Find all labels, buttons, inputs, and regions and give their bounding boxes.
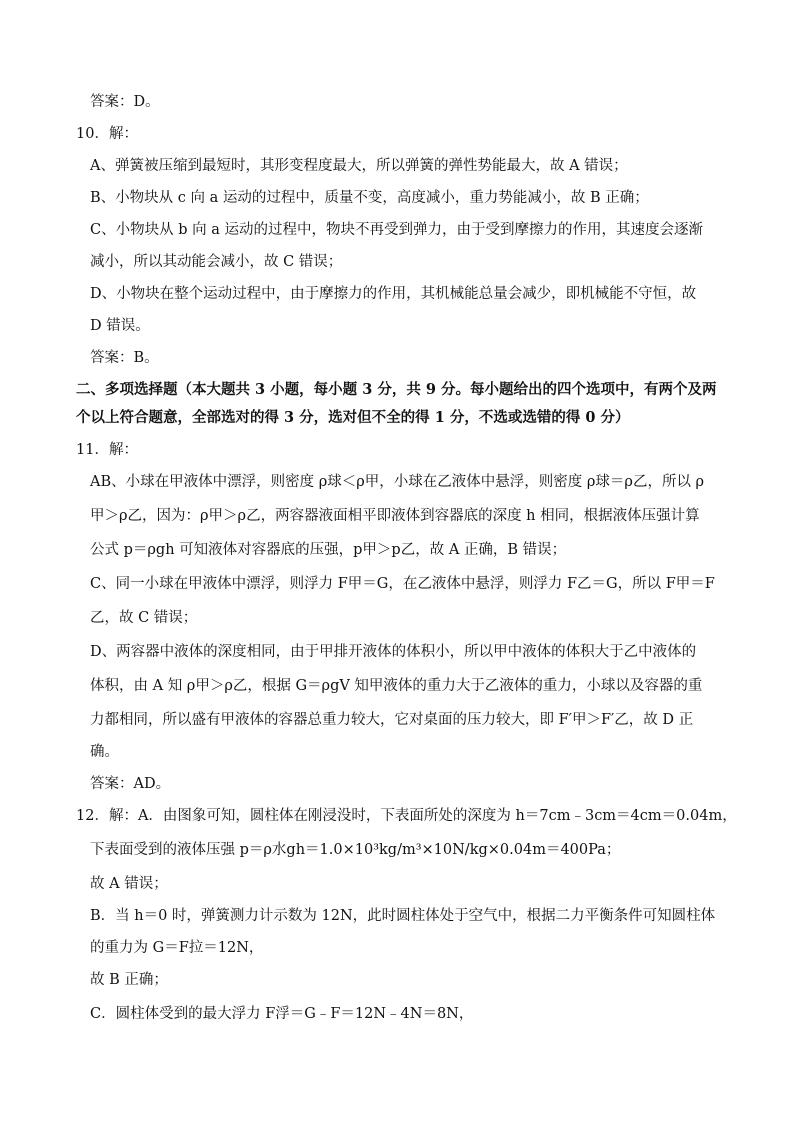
q12-line3: 故 A 错误；	[90, 876, 168, 892]
q10-answer: 答案：B。	[90, 350, 159, 366]
q10-heading: 10．解：	[76, 126, 138, 142]
q12-line2: 下表面受到的液体压强 p＝ρ水gh＝1.0×10³kg/m³×10N/kg×0.04m＝400Pa；	[90, 842, 621, 858]
q12-line5: 的重力为 G＝F拉＝12N，	[90, 940, 264, 956]
section2-heading-line2: 个以上符合题意，全部选对的得 3 分，选对但不全的得 1 分，不选或选错的得 0 分）	[76, 409, 630, 426]
q11-d-line2: 体积，由 A 知 ρ甲＞ρ乙，根据 G＝ρgV 知甲液体的重力大于乙液体的重力，小球以及容器的重	[90, 678, 703, 694]
q11-ab-line2: 甲＞ρ乙，因为：ρ甲＞ρ乙，两容器液面相平即液体到容器底的深度 h 相同，根据液体压强计算	[90, 508, 700, 524]
q10-option-b: B、小物块从 c 向 a 运动的过程中，质量不变，高度减小，重力势能减小，故 B 正确；	[90, 190, 649, 206]
q12-line6: 故 B 正确；	[90, 972, 168, 988]
q10-option-c-line2: 减小，所以其动能会减小，故 C 错误；	[90, 254, 343, 270]
q11-answer: 答案：AD。	[90, 776, 171, 792]
q10-option-d-line2: D 错误。	[90, 318, 150, 334]
q12-line1: 12．解：A．由图象可知，圆柱体在刚浸没时，下表面所处的深度为 h＝7cm﹣3cm＝4cm＝0.04m，	[76, 808, 737, 824]
q12-line4: B．当 h＝0 时，弹簧测力计示数为 12N，此时圆柱体处于空气中，根据二力平衡条件可知圆柱体	[90, 908, 716, 924]
q11-ab-line3: 公式 p＝ρgh 可知液体对容器底的压强，p甲＞p乙，故 A 正确，B 错误；	[90, 542, 567, 558]
q10-option-c-line1: C、小物块从 b 向 a 运动的过程中，物块不再受到弹力，由于受到摩擦力的作用，其速度会逐渐	[90, 222, 703, 238]
q11-c-line2: 乙，故 C 错误；	[90, 610, 198, 626]
q12-line7: C．圆柱体受到的最大浮力 F浮＝G﹣F＝12N﹣4N＝8N，	[90, 1006, 474, 1022]
q11-d-line3: 力都相同，所以盛有甲液体的容器总重力较大，它对桌面的压力较大，即 F′甲＞F′乙，故 D 正	[90, 712, 694, 728]
q11-c-line1: C、同一小球在甲液体中漂浮，则浮力 F甲＝G，在乙液体中悬浮，则浮力 F乙＝G，所以 F甲＝F	[90, 576, 715, 592]
q9-answer: 答案：D。	[90, 94, 160, 110]
q10-option-a: A、弹簧被压缩到最短时，其形变程度最大，所以弹簧的弹性势能最大，故 A 错误；	[90, 158, 628, 174]
q10-option-d-line1: D、小物块在整个运动过程中，由于摩擦力的作用，其机械能总量会减少，即机械能不守恒，故	[90, 286, 697, 302]
q11-heading: 11．解：	[76, 442, 138, 458]
section2-heading-line1: 二、多项选择题（本大题共 3 小题，每小题 3 分，共 9 分。每小题给出的四个选项中，有两个及两	[76, 381, 717, 398]
q11-d-line4: 确。	[90, 744, 119, 760]
q11-d-line1: D、两容器中液体的深度相同，由于甲排开液体的体积小，所以甲中液体的体积大于乙中液体的	[90, 644, 697, 660]
q11-ab-line1: AB、小球在甲液体中漂浮，则密度 ρ球＜ρ甲，小球在乙液体中悬浮，则密度 ρ球＝ρ乙，所以 ρ	[90, 474, 705, 490]
